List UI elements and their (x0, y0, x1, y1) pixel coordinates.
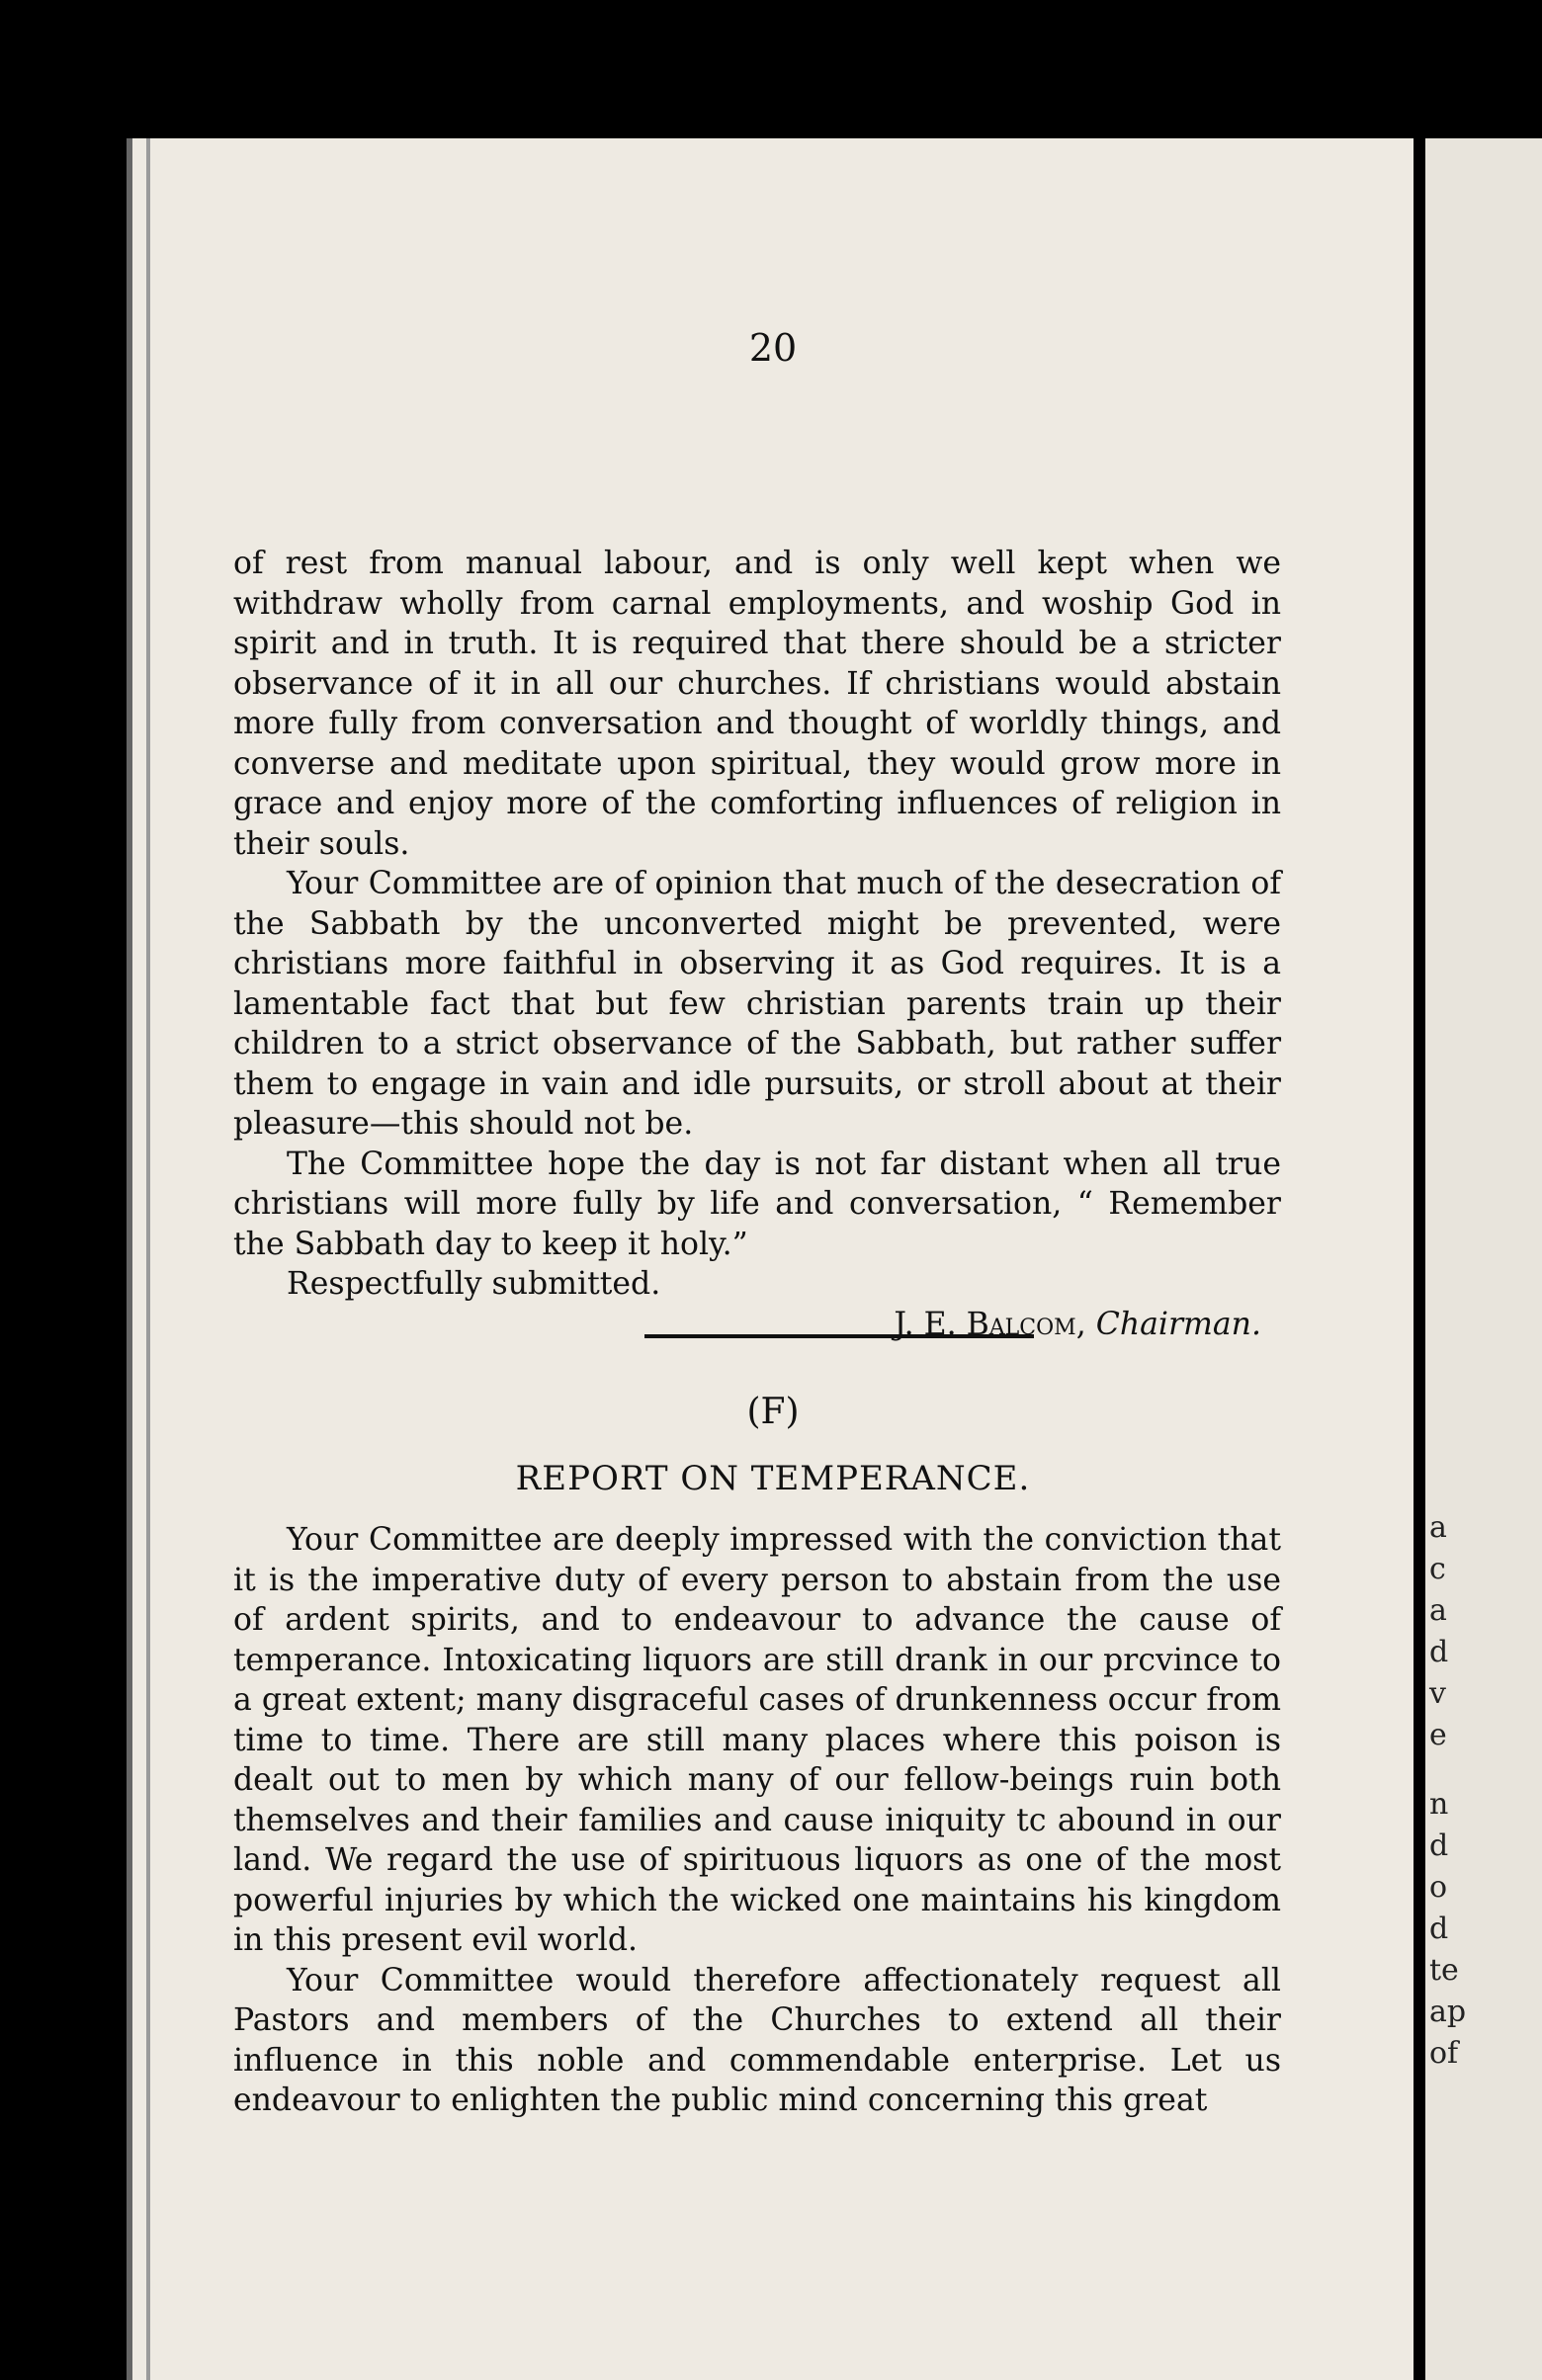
facing-fragment: te (1429, 1953, 1459, 1988)
signature-title: Chairman. (1095, 1306, 1261, 1342)
facing-fragment: d (1429, 1912, 1449, 1946)
sabbath-report-body (233, 544, 1281, 1344)
facing-fragment: n (1429, 1787, 1449, 1822)
facing-fragment: of (1429, 2036, 1459, 2071)
facing-fragment: c (1429, 1552, 1446, 1586)
facing-fragment: v (1429, 1676, 1446, 1711)
temperance-report-body (233, 1520, 1281, 2121)
facing-fragment: o (1429, 1870, 1448, 1905)
facing-fragment: d (1429, 1828, 1449, 1863)
closing-line: Respectfully submitted. (287, 1266, 661, 1302)
sabbath-paragraph-1: of rest from manual labour, and is only well kept when we withdraw wholly from carnal employments, and woship God in spirit and in truth. It is required that there should be a stricter observance of it in all our churches. If christians would abstain more fully from conversation and thought of worldly things, and converse and meditate upon spiritual, they would grow more in grace and enjoy more of the comforting influences of religion in their souls. (233, 546, 1281, 862)
facing-fragment: d (1429, 1635, 1449, 1669)
sabbath-paragraph-3: The Committee hope the day is not far distant when all true christians will more fully by life and conversation, “ Remember the Sabbath day to keep it holy.” (233, 1146, 1281, 1262)
facing-fragment: e (1429, 1718, 1447, 1752)
section-divider (644, 1334, 1034, 1338)
temperance-paragraph-1: Your Committee are deeply impressed with the conviction that it is the imperative duty of every person to abstain from the use of ardent spirits, and to endeavour to advance the cause of temperance. Intoxicating liquors are still drank in our prcvince to a great extent; many disgraceful cases of drunkenness occur from time to time. There are still many places where this poison is dealt out to men by which many of our fellow-beings ruin both themselves and their families and cause iniquity tc abound in our land. We regard the use of spirituous liquors as one of the most powerful injuries by which the wicked one maintains his kingdom in this present evil world. (233, 1522, 1281, 1958)
facing-fragment: a (1429, 1593, 1447, 1628)
facing-page-edge (1425, 138, 1542, 2380)
facing-fragment: ap (1429, 1995, 1467, 2029)
signature-name: J. E. Balcom, (894, 1306, 1086, 1342)
page-number: 20 (748, 326, 798, 370)
facing-fragment: a (1429, 1510, 1447, 1545)
sabbath-paragraph-2: Your Committee are of opinion that much of the desecration of the Sabbath by the unconverted might be prevented, were christians more faithful in observing it as God requires. It is a lamentable fact that but few christian parents train up their children to a strict observance of the Sabbath, but rather suffer them to engage in vain and idle pursuits, or stroll about at their pleasure—this should not be. (233, 866, 1281, 1142)
section-heading: REPORT ON TEMPERANCE. (515, 1459, 1031, 1498)
document-page (127, 138, 1414, 2380)
section-label: (F) (746, 1392, 800, 1432)
temperance-paragraph-2: Your Committee would therefore affectionately request all Pastors and members of the Churches to extend all their influence in this noble and commendable enterprise. Let us endeavour to enlighten the public mind concerning this great (233, 1962, 1281, 2118)
